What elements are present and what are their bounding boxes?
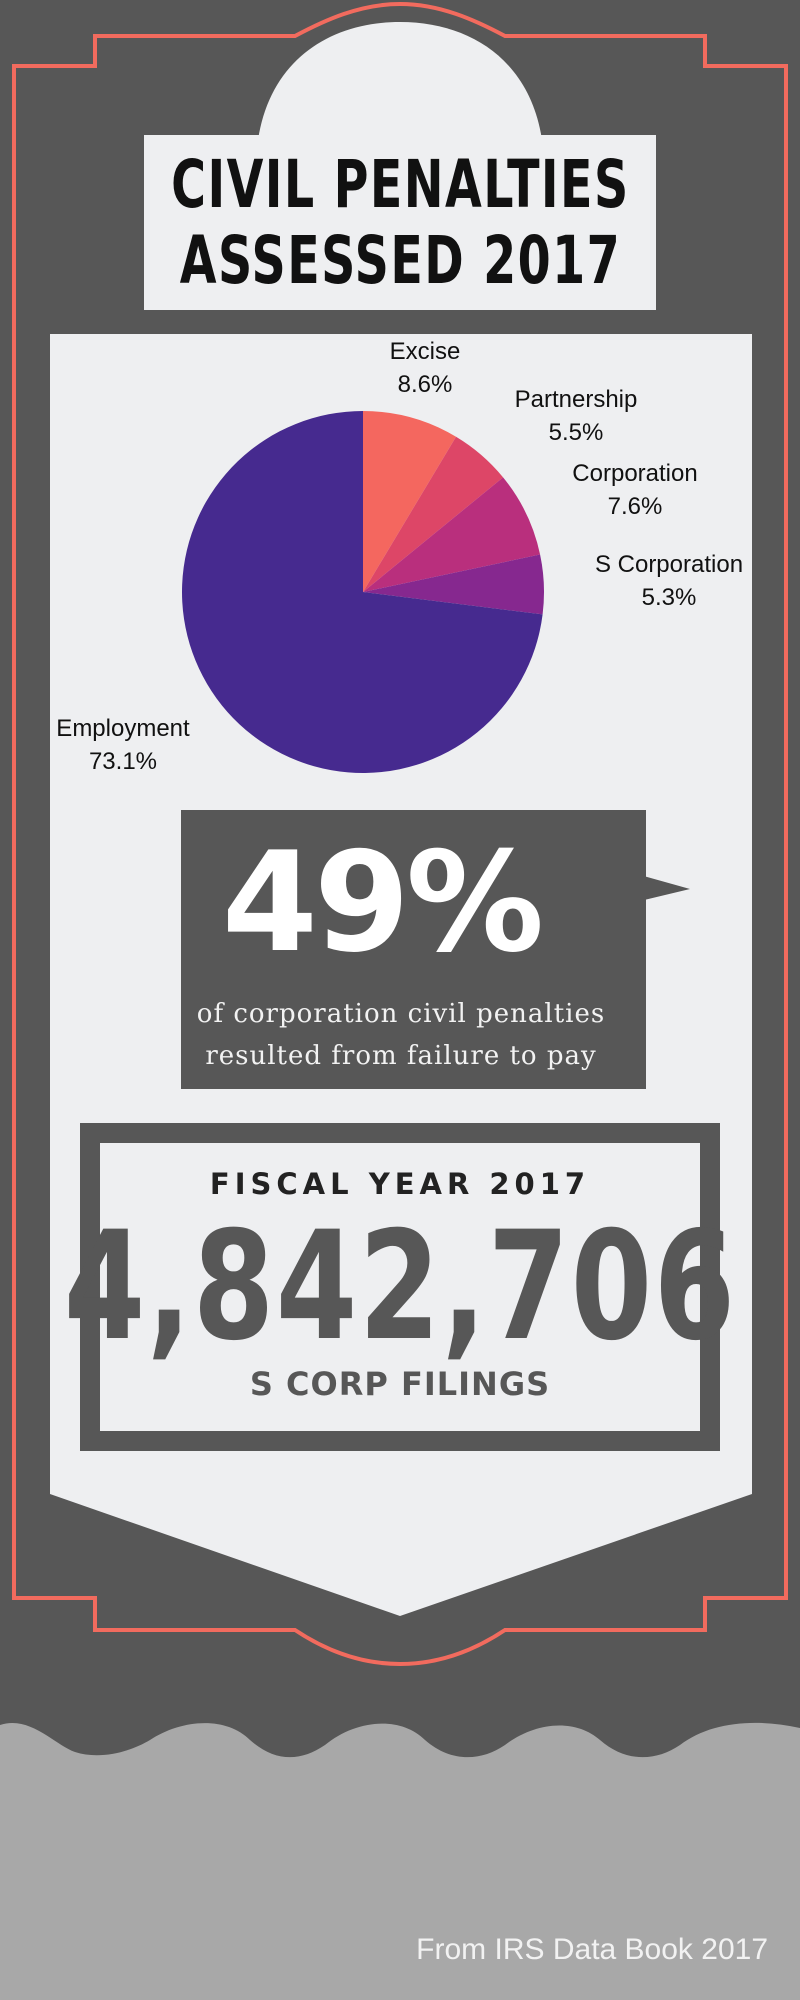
filings-panel [63,1143,737,1431]
pie-label-name: Employment [56,715,190,742]
filings-frame [63,1123,737,1451]
title-line-1: CIVIL PENALTIES [170,145,630,223]
pie-label-value: 8.6% [397,371,453,398]
pie-label-partnership [515,383,638,449]
pie-label-name: Corporation [572,460,698,487]
pie-label-employment [56,712,189,778]
pie-label-value: 5.5% [548,419,604,446]
pie-label-value: 7.6% [607,493,663,520]
pie-label-excise [390,335,461,401]
stat-caption [181,993,621,1077]
pie-label-name: Excise [389,338,461,365]
pie-label-corporation [572,457,697,523]
stat-caption-line-2: resulted from failure to pay [205,1041,597,1071]
pie-label-value: 5.3% [641,584,697,611]
stat-value: 49% [221,822,541,983]
pie-label-name: Partnership [514,386,638,413]
pie-label-value: 73.1% [88,748,158,775]
stat-caption-line-1: of corporation civil penalties [196,999,606,1029]
title-line-2: ASSESSED 2017 [179,221,621,299]
stat-callout [181,810,646,1089]
fiscal-year-heading: FISCAL YEAR 2017 [209,1167,591,1201]
pie-label-s-corporation [595,548,743,614]
source-note: From IRS Data Book 2017 [416,1933,768,1966]
filings-label: S CORP FILINGS [249,1365,551,1403]
pie-label-name: S Corporation [594,551,744,578]
filings-count: 4,842,706 [63,1200,737,1374]
